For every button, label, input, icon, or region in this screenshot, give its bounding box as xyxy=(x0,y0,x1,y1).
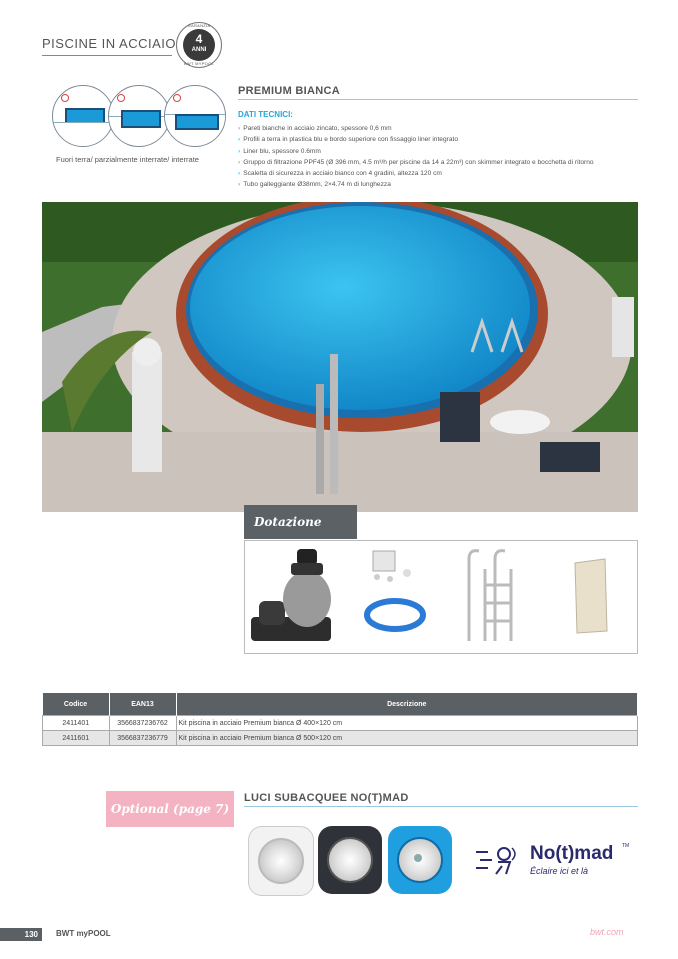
sand-filter-image xyxy=(251,549,331,641)
lights-divider xyxy=(244,806,638,807)
skimmer-hose-image xyxy=(367,551,423,629)
tech-heading: DATI TECNICI: xyxy=(238,110,293,119)
product-name: PREMIUM BIANCA xyxy=(238,85,340,97)
table-cell: 3566837236762 xyxy=(109,716,176,731)
badge-bottom-text: BWT MYPOOL xyxy=(183,61,215,66)
inground-install-icon xyxy=(164,85,226,147)
table-header: EAN13 xyxy=(109,693,176,716)
blue-light-image xyxy=(388,826,452,894)
notmad-trademark: TM xyxy=(622,843,630,849)
table-cell: Kit piscina in acciaio Premium bianca Ø 500×120 cm xyxy=(176,731,638,746)
semi-inground-install-icon xyxy=(108,85,170,147)
white-light-image xyxy=(248,826,314,896)
black-light-image xyxy=(318,826,382,894)
notmad-tagline: Éclaire ici et là xyxy=(530,866,589,876)
product-divider xyxy=(238,99,638,100)
badge-center xyxy=(183,29,215,61)
spec-item: › Gruppo di filtrazione PPF45 (Ø 396 mm, 4.5 m³/h per piscine da 14 a 22m³) con skimmer integrato e bocchetta di ritorno xyxy=(238,157,638,168)
table-header: Descrizione xyxy=(176,693,638,716)
table-cell: 2411401 xyxy=(43,716,110,731)
float-tube-bag-image xyxy=(575,559,607,633)
footer-url: bwt.com xyxy=(590,927,624,937)
warranty-badge xyxy=(176,22,222,68)
dotazione-tab: Dotazione xyxy=(244,505,357,539)
spec-item: › Liner blu, spessore 0.6mm xyxy=(238,146,638,157)
table-row xyxy=(43,716,638,731)
footer-brand: BWT myPOOL xyxy=(56,929,111,938)
spec-item: › Scaletta di sicurezza in acciaio bianco con 4 gradini, altezza 120 cm xyxy=(238,168,638,179)
table-cell: 3566837236779 xyxy=(109,731,176,746)
badge-number: 4 xyxy=(195,32,203,46)
badge-top-text: GARANZIA xyxy=(187,23,211,28)
table-cell: Kit piscina in acciaio Premium bianca Ø 400×120 cm xyxy=(176,716,638,731)
optional-tag: Optional (page 7) xyxy=(106,791,234,827)
install-caption: Fuori terra/ parzialmente interrate/ interrate xyxy=(56,155,199,164)
spec-list xyxy=(238,123,638,191)
above-ground-install-icon xyxy=(52,85,114,147)
ladder-image xyxy=(469,551,511,641)
lights-title: LUCI SUBACQUEE NO(T)MAD xyxy=(244,792,409,804)
page-number: 130 xyxy=(0,928,42,941)
spec-item: › Profili a terra in plastica blu e bordo superiore con fissaggio liner integrato xyxy=(238,134,638,145)
included-items-illustration xyxy=(245,541,637,653)
section-title: PISCINE IN ACCIAIO xyxy=(42,36,176,51)
badge-unit: ANNI xyxy=(191,47,207,53)
table-row xyxy=(43,731,638,746)
notmad-brand: No(t)mad xyxy=(530,843,614,864)
table-header: Codice xyxy=(43,693,110,716)
notmad-logo-icon xyxy=(472,842,522,878)
dotazione-box xyxy=(244,540,638,654)
table-cell: 2411601 xyxy=(43,731,110,746)
spec-item: › Tubo galleggiante Ø38mm, 2×4.74 m di lunghezza xyxy=(238,179,638,190)
pool-photo xyxy=(42,202,638,512)
title-divider xyxy=(42,55,172,56)
spec-item: › Pareti bianche in acciaio zincato, spessore 0,6 mm xyxy=(238,123,638,134)
product-table xyxy=(42,693,638,746)
